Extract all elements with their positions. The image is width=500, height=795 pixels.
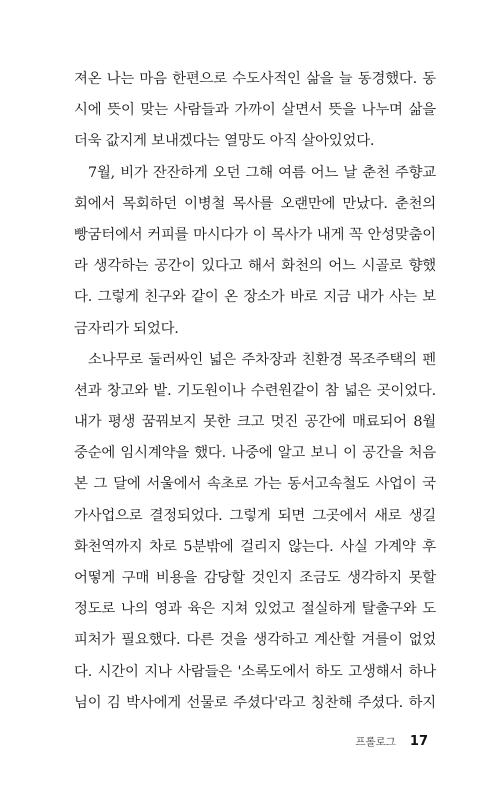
- text-line: 션과 창고와 밭. 기도원이나 수련원같이 참 넓은 곳이었다.: [74, 382, 436, 399]
- text-line: 라 생각하는 공간이 있다고 해서 화천의 어느 시골로 향했: [74, 258, 436, 275]
- text-line: 본 그 달에 서울에서 속초로 가는 동서고속철도 사업이 국: [74, 476, 436, 493]
- text-line: 소나무로 둘러싸인 넓은 주차장과 친환경 목조주택의 펜: [88, 351, 436, 368]
- page-footer: [355, 734, 428, 749]
- text-line: 정도로 나의 영과 육은 지쳐 있었고 절실하게 탈출구와 도: [74, 601, 436, 618]
- text-line: 가사업으로 결정되었다. 그렇게 되면 그곳에서 새로 생길: [74, 507, 436, 524]
- text-line: 내가 평생 꿈꿔보지 못한 크고 멋진 공간에 매료되어 8월: [74, 414, 436, 431]
- text-line: 다. 시간이 지나 사람들은 '소록도에서 하도 고생해서 하나: [74, 663, 436, 680]
- section-title: 프롤로그: [355, 736, 396, 748]
- text-line: 중순에 임시계약을 했다. 나중에 알고 보니 이 공간을 처음: [74, 445, 436, 462]
- text-line: 더욱 값지게 보내겠다는 열망도 아직 살아있었다.: [74, 133, 375, 150]
- text-line: 져온 나는 마음 한편으로 수도사적인 삶을 늘 동경했다. 동: [74, 71, 436, 87]
- text-line: 어떻게 구매 비용을 감당할 것인지 조금도 생각하지 못할: [74, 570, 436, 586]
- text-line: 금자리가 되었다.: [74, 320, 179, 337]
- text-line: 시에 뜻이 맞는 사람들과 가까이 살면서 뜻을 나누며 삶을: [74, 102, 436, 119]
- text-line: 빵굼터에서 커피를 마시다가 이 목사가 내게 꼭 안성맞춤이: [74, 226, 436, 243]
- text-line: 회에서 목회하던 이병철 목사를 오랜만에 만났다. 춘천의: [74, 195, 436, 212]
- text-line: 님이 김 박사에게 선물로 주셨다'라고 칭찬해 주셨다. 하지: [74, 694, 436, 711]
- text-line: 다. 그렇게 친구와 같이 온 장소가 바로 지금 내가 사는 보: [74, 289, 436, 306]
- body-text: [74, 64, 436, 719]
- text-line: 화천역까지 차로 5분밖에 걸리지 않는다. 사실 가계약 후: [74, 538, 436, 555]
- text-line: 7월, 비가 잔잔하게 오던 그해 여름 어느 날 춘천 주향교: [88, 164, 436, 181]
- text-line: 피처가 필요했다. 다른 것을 생각하고 계산할 겨를이 없었: [74, 632, 436, 649]
- page-number: 17: [409, 734, 428, 749]
